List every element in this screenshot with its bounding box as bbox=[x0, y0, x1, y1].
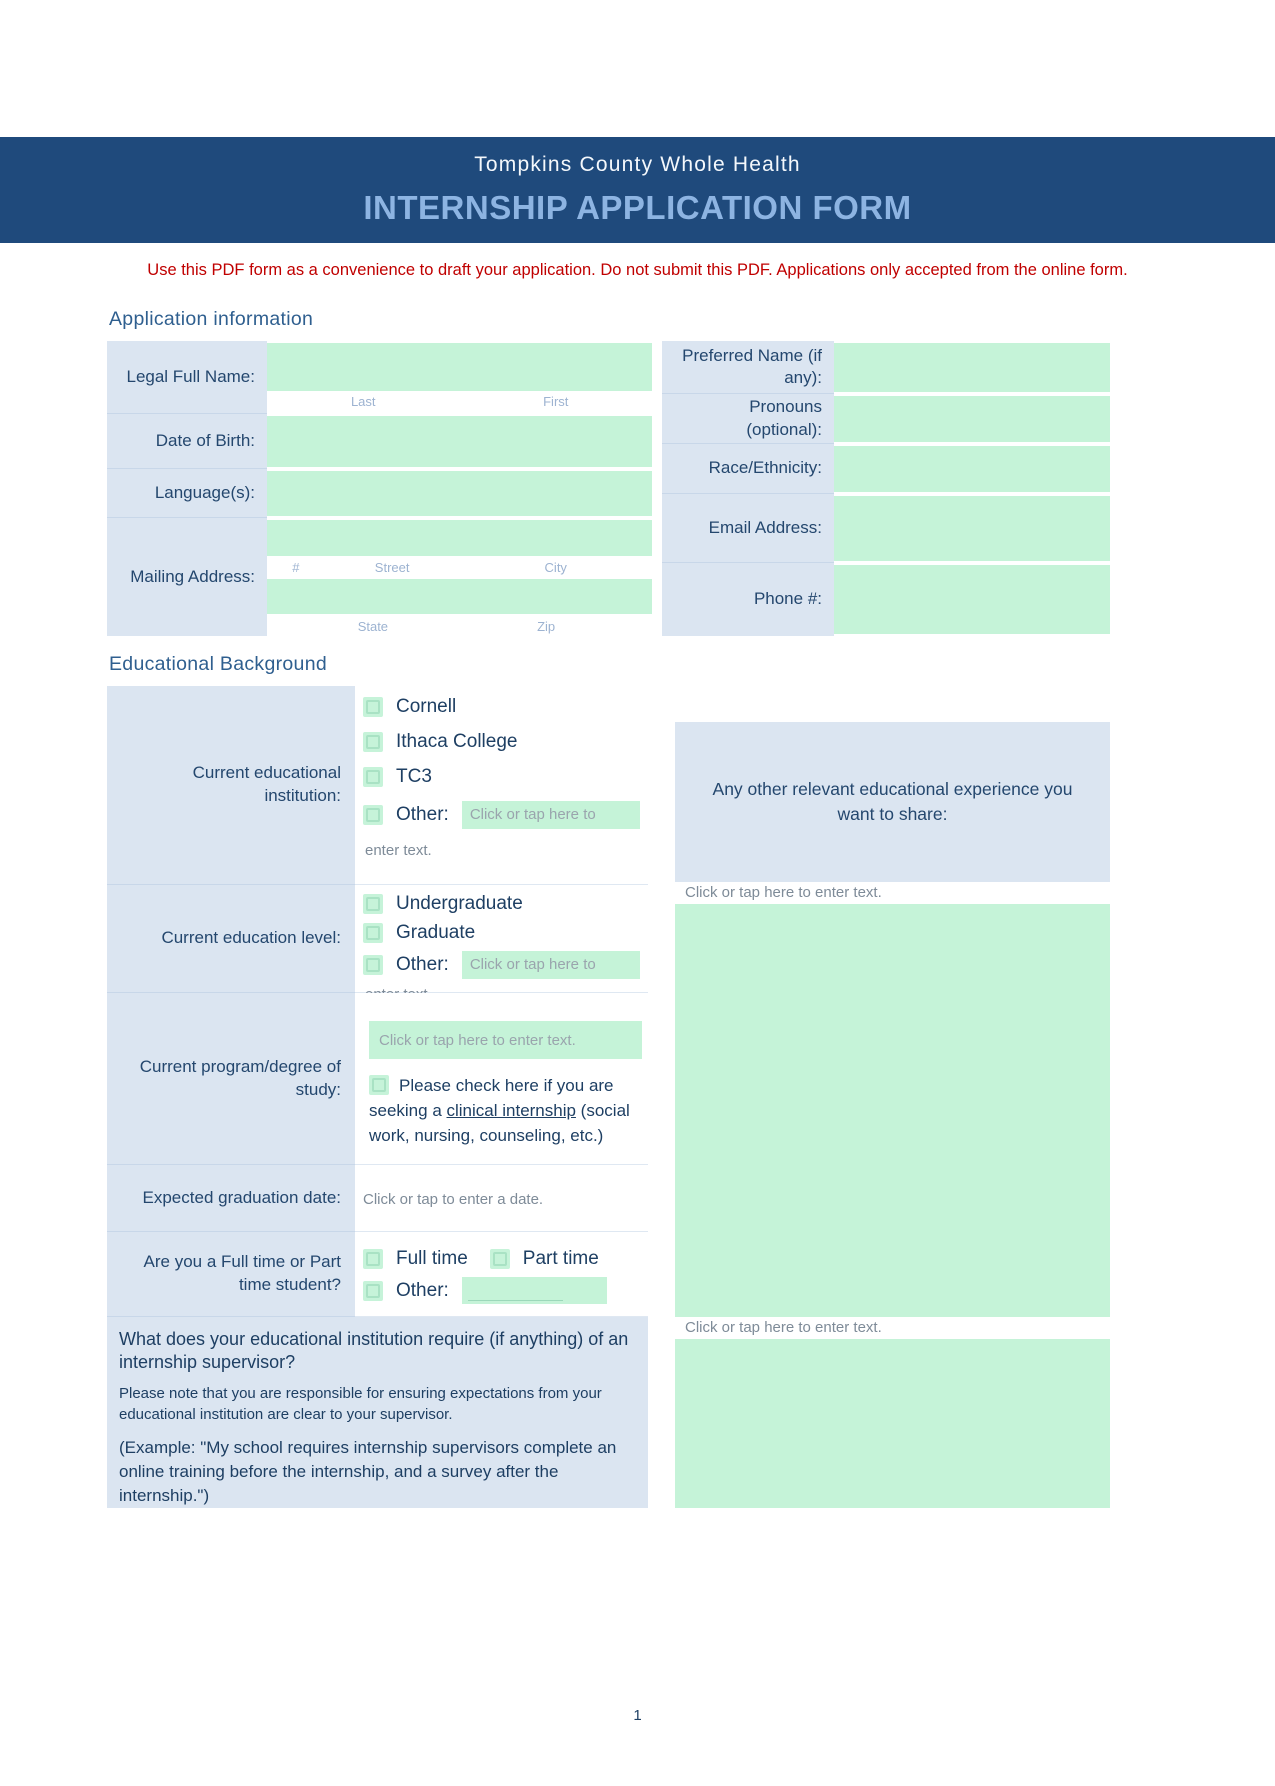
race-ethnicity-label: Race/Ethnicity: bbox=[662, 444, 834, 494]
legal-name-captions bbox=[267, 391, 652, 412]
supervisor-question: What does your educational institution require (if anything) of an internship supervisor? bbox=[119, 1329, 629, 1372]
clinical-internship-checkbox[interactable] bbox=[369, 1075, 389, 1095]
dob-field[interactable] bbox=[267, 416, 652, 467]
table-row bbox=[107, 993, 648, 1165]
program-of-study-field[interactable] bbox=[369, 1021, 642, 1059]
application-info-left-column bbox=[107, 341, 652, 636]
table-row bbox=[662, 563, 1110, 636]
table-row bbox=[107, 469, 652, 518]
supervisor-note: Please note that you are responsible for ensuring expectations from your educational institution are clear to your supervisor. bbox=[119, 1385, 602, 1423]
table-row bbox=[107, 885, 648, 993]
table-row bbox=[662, 444, 1110, 494]
table-row bbox=[662, 494, 1110, 563]
mailing-address-label: Mailing Address: bbox=[107, 518, 267, 636]
schedule-other-field[interactable] bbox=[462, 1277, 607, 1304]
program-of-study-label: Current program/degree of study: bbox=[107, 993, 355, 1165]
phone-label: Phone #: bbox=[662, 563, 834, 636]
mailing-address-captions-2 bbox=[267, 616, 652, 636]
city-caption: City bbox=[544, 560, 567, 576]
clinical-text-before: Please check here if you are seeking a bbox=[369, 1076, 614, 1120]
number-caption: # bbox=[292, 560, 300, 576]
option-label: Part time bbox=[522, 1248, 599, 1269]
mailing-address-line2-field[interactable] bbox=[267, 579, 652, 614]
email-field[interactable] bbox=[834, 496, 1110, 561]
option-tc3[interactable] bbox=[363, 766, 644, 788]
email-label: Email Address: bbox=[662, 494, 834, 563]
preferred-name-field[interactable] bbox=[834, 343, 1110, 392]
column-gap bbox=[648, 686, 675, 1508]
preferred-name-label: Preferred Name (if any): bbox=[662, 341, 834, 394]
pronouns-label: Pronouns (optional): bbox=[662, 394, 834, 444]
form-title: INTERNSHIP APPLICATION FORM bbox=[363, 189, 912, 226]
option-label: Full time bbox=[396, 1248, 468, 1269]
first-caption: First bbox=[543, 394, 569, 409]
other-experience-label: Any other relevant educational experience you want to share: bbox=[675, 722, 1110, 882]
other-experience-placeholder: Click or tap here to enter text. bbox=[675, 882, 1110, 904]
schedule-other-checkbox[interactable] bbox=[363, 1281, 383, 1301]
clinical-text-after: (social work, nursing, counseling, etc.) bbox=[369, 1101, 630, 1145]
last-caption: Last bbox=[350, 394, 376, 409]
race-ethnicity-field[interactable] bbox=[834, 446, 1110, 492]
education-level-label: Current education level: bbox=[107, 885, 355, 993]
option-ithaca-college[interactable] bbox=[363, 731, 644, 753]
placeholder-text: Click or tap here to enter text. bbox=[379, 1031, 576, 1049]
spacer bbox=[675, 686, 1110, 722]
education-level-options-cell bbox=[355, 885, 648, 993]
undergraduate-checkbox[interactable] bbox=[363, 894, 383, 914]
application-info-right-column bbox=[662, 341, 1110, 636]
clinical-internship-link-text: clinical internship bbox=[446, 1101, 576, 1120]
option-level-other[interactable] bbox=[363, 951, 644, 979]
level-other-field[interactable]: Click or tap here to bbox=[462, 951, 640, 979]
option-full-time[interactable] bbox=[363, 1248, 468, 1270]
option-label: Graduate bbox=[396, 922, 476, 943]
application-info-table bbox=[107, 341, 1110, 636]
supervisor-example: (Example: "My school requires internship supervisors complete an online training before the internship, and a survey after the internship.") bbox=[119, 1438, 617, 1505]
fulltime-parttime-label: Are you a Full time or Part time student? bbox=[107, 1232, 355, 1317]
legal-name-label: Legal Full Name: bbox=[107, 341, 267, 414]
option-label: Ithaca College bbox=[396, 731, 518, 752]
column-gap bbox=[652, 341, 662, 636]
tc3-checkbox[interactable] bbox=[363, 767, 383, 787]
pronouns-field[interactable] bbox=[834, 396, 1110, 442]
page-number: 1 bbox=[633, 1707, 642, 1724]
full-time-checkbox[interactable] bbox=[363, 1249, 383, 1269]
supervisor-requirements-cell bbox=[107, 1317, 648, 1508]
option-undergraduate[interactable] bbox=[363, 893, 644, 915]
table-row bbox=[662, 341, 1110, 394]
placeholder-continuation: enter text. bbox=[365, 842, 432, 859]
table-row bbox=[107, 341, 652, 414]
mailing-address-line1-field[interactable] bbox=[267, 520, 652, 556]
option-cornell[interactable] bbox=[363, 696, 644, 718]
clinical-internship-option[interactable] bbox=[369, 1073, 647, 1148]
table-row bbox=[107, 1165, 648, 1232]
state-caption: State bbox=[357, 618, 389, 634]
dob-label: Date of Birth: bbox=[107, 414, 267, 469]
table-row bbox=[107, 414, 652, 469]
form-header-band bbox=[0, 137, 1275, 243]
institution-options-cell bbox=[355, 686, 648, 885]
option-schedule-other[interactable] bbox=[363, 1277, 644, 1304]
table-row bbox=[107, 686, 648, 885]
phone-field[interactable] bbox=[834, 565, 1110, 634]
mailing-address-captions-1 bbox=[267, 558, 652, 577]
level-other-checkbox[interactable] bbox=[363, 955, 383, 975]
graduation-date-field[interactable]: Click or tap to enter a date. bbox=[363, 1190, 544, 1208]
supervisor-requirements-placeholder: Click or tap here to enter text. bbox=[675, 1317, 1110, 1339]
graduation-date-label: Expected graduation date: bbox=[107, 1165, 355, 1232]
institution-other-field[interactable]: Click or tap here to bbox=[462, 801, 640, 829]
languages-label: Language(s): bbox=[107, 469, 267, 518]
graduate-checkbox[interactable] bbox=[363, 923, 383, 943]
educational-background-right bbox=[675, 686, 1110, 1508]
option-label: Cornell bbox=[396, 696, 457, 717]
table-row bbox=[107, 518, 652, 636]
other-label: Other: bbox=[396, 954, 449, 975]
cornell-checkbox[interactable] bbox=[363, 697, 383, 717]
institution-label: Current educational institution: bbox=[107, 686, 355, 885]
fulltime-parttime-cell bbox=[355, 1232, 648, 1317]
supervisor-requirements-field[interactable] bbox=[675, 1339, 1110, 1508]
table-row bbox=[107, 1232, 648, 1317]
section-heading-education: Educational Background bbox=[109, 653, 327, 675]
section-heading-application: Application information bbox=[109, 308, 314, 330]
institution-other-checkbox[interactable] bbox=[363, 805, 383, 825]
legal-name-field[interactable] bbox=[267, 343, 652, 391]
educational-background-left bbox=[107, 686, 648, 1508]
option-label: TC3 bbox=[396, 766, 432, 787]
other-label: Other: bbox=[396, 804, 449, 825]
program-of-study-cell bbox=[355, 993, 648, 1165]
organization-name: Tompkins County Whole Health bbox=[474, 153, 801, 176]
option-institution-other[interactable] bbox=[363, 801, 644, 829]
option-label: Undergraduate bbox=[396, 893, 523, 914]
ithaca-college-checkbox[interactable] bbox=[363, 732, 383, 752]
graduation-date-cell bbox=[355, 1165, 648, 1232]
zip-caption: Zip bbox=[537, 618, 556, 634]
languages-field[interactable] bbox=[267, 471, 652, 516]
other-experience-field[interactable] bbox=[675, 904, 1110, 1317]
pdf-disclaimer: Use this PDF form as a convenience to draft your application. Do not submit this PDF. Applications only accepted from the online form. bbox=[147, 261, 1128, 279]
table-row bbox=[662, 394, 1110, 444]
educational-background-table bbox=[107, 686, 1110, 1508]
option-part-time[interactable] bbox=[490, 1248, 599, 1270]
street-caption: Street bbox=[374, 560, 410, 576]
part-time-checkbox[interactable] bbox=[490, 1249, 510, 1269]
option-graduate[interactable] bbox=[363, 922, 644, 944]
other-label: Other: bbox=[396, 1279, 449, 1301]
page-content bbox=[107, 308, 1110, 1508]
